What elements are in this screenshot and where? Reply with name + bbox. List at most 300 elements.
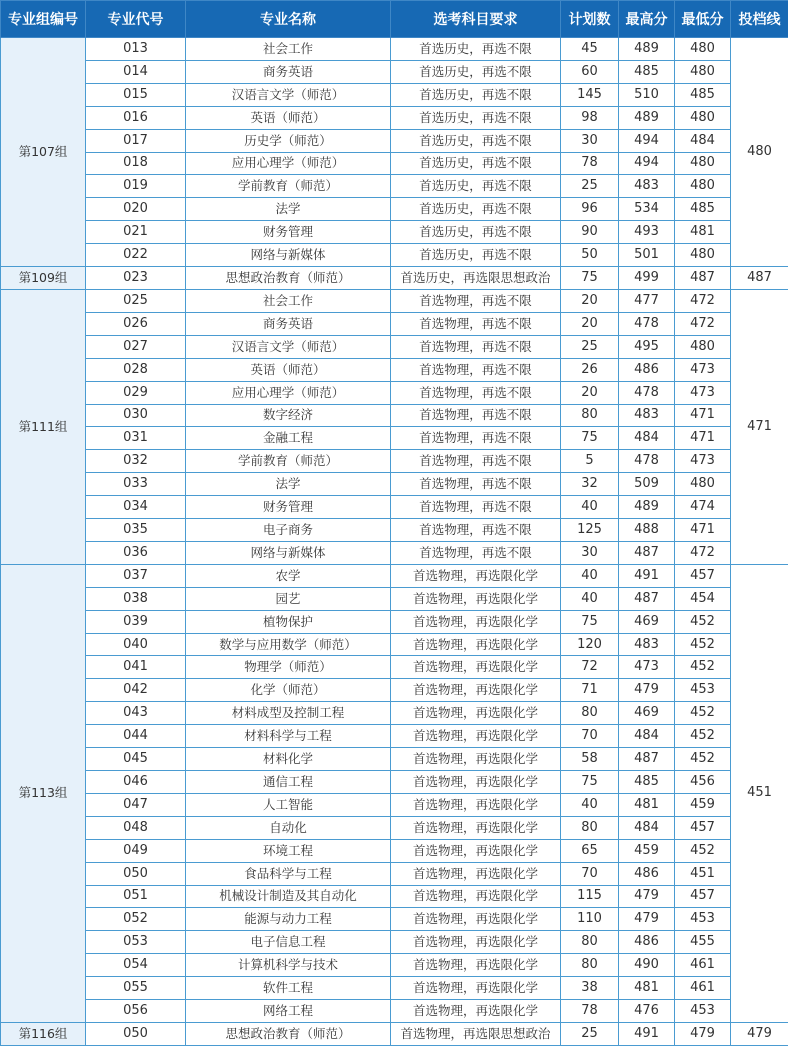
table-row — [1, 427, 788, 450]
table-row — [1, 541, 788, 564]
table-row — [1, 60, 788, 83]
table-row — [1, 977, 788, 1000]
max-score-cell: 469 — [619, 702, 675, 725]
table-row — [1, 358, 788, 381]
plan-count-cell: 80 — [561, 954, 619, 977]
plan-count-cell: 40 — [561, 564, 619, 587]
major-name-cell: 植物保护 — [186, 610, 391, 633]
major-code-cell: 016 — [86, 106, 186, 129]
subject-requirement-cell: 首选物理，再选限化学 — [391, 748, 561, 771]
max-score-cell: 493 — [619, 221, 675, 244]
major-code-cell: 028 — [86, 358, 186, 381]
min-score-cell: 479 — [675, 1022, 731, 1045]
plan-count-cell: 30 — [561, 541, 619, 564]
table-row — [1, 519, 788, 542]
major-code-cell: 025 — [86, 289, 186, 312]
major-name-cell: 软件工程 — [186, 977, 391, 1000]
min-score-cell: 480 — [675, 60, 731, 83]
header-row — [1, 1, 788, 38]
major-code-cell: 020 — [86, 198, 186, 221]
plan-count-cell: 25 — [561, 335, 619, 358]
table-row — [1, 38, 788, 61]
subject-requirement-cell: 首选物理，再选不限 — [391, 404, 561, 427]
plan-count-cell: 75 — [561, 610, 619, 633]
major-name-cell: 人工智能 — [186, 793, 391, 816]
table-row — [1, 450, 788, 473]
max-score-cell: 478 — [619, 381, 675, 404]
max-score-cell: 485 — [619, 771, 675, 794]
major-code-cell: 017 — [86, 129, 186, 152]
major-name-cell: 电子商务 — [186, 519, 391, 542]
header-plan-count: 计划数 — [561, 1, 619, 38]
major-name-cell: 化学（师范） — [186, 679, 391, 702]
major-name-cell: 英语（师范） — [186, 106, 391, 129]
major-name-cell: 金融工程 — [186, 427, 391, 450]
major-code-cell: 050 — [86, 1022, 186, 1045]
max-score-cell: 534 — [619, 198, 675, 221]
major-name-cell: 环境工程 — [186, 839, 391, 862]
major-name-cell: 应用心理学（师范） — [186, 381, 391, 404]
subject-requirement-cell: 首选物理，再选限化学 — [391, 633, 561, 656]
table-row — [1, 473, 788, 496]
plan-count-cell: 40 — [561, 587, 619, 610]
subject-requirement-cell: 首选物理，再选不限 — [391, 427, 561, 450]
max-score-cell: 477 — [619, 289, 675, 312]
cutoff-score-cell: 487 — [731, 267, 788, 290]
min-score-cell: 452 — [675, 633, 731, 656]
major-code-cell: 044 — [86, 725, 186, 748]
max-score-cell: 499 — [619, 267, 675, 290]
major-name-cell: 法学 — [186, 473, 391, 496]
max-score-cell: 489 — [619, 496, 675, 519]
min-score-cell: 452 — [675, 748, 731, 771]
min-score-cell: 453 — [675, 908, 731, 931]
plan-count-cell: 80 — [561, 404, 619, 427]
min-score-cell: 487 — [675, 267, 731, 290]
subject-requirement-cell: 首选历史，再选不限 — [391, 83, 561, 106]
header-major-code: 专业代号 — [86, 1, 186, 38]
major-code-cell: 053 — [86, 931, 186, 954]
major-code-cell: 041 — [86, 656, 186, 679]
plan-count-cell: 20 — [561, 312, 619, 335]
min-score-cell: 481 — [675, 221, 731, 244]
plan-count-cell: 45 — [561, 38, 619, 61]
major-name-cell: 农学 — [186, 564, 391, 587]
subject-requirement-cell: 首选物理，再选限化学 — [391, 816, 561, 839]
major-code-cell: 030 — [86, 404, 186, 427]
plan-count-cell: 40 — [561, 793, 619, 816]
subject-requirement-cell: 首选物理，再选限化学 — [391, 1000, 561, 1023]
plan-count-cell: 90 — [561, 221, 619, 244]
plan-count-cell: 70 — [561, 862, 619, 885]
subject-requirement-cell: 首选历史，再选不限 — [391, 129, 561, 152]
min-score-cell: 480 — [675, 106, 731, 129]
max-score-cell: 490 — [619, 954, 675, 977]
max-score-cell: 479 — [619, 679, 675, 702]
major-name-cell: 学前教育（师范） — [186, 175, 391, 198]
subject-requirement-cell: 首选物理，再选限化学 — [391, 931, 561, 954]
plan-count-cell: 120 — [561, 633, 619, 656]
major-code-cell: 019 — [86, 175, 186, 198]
max-score-cell: 483 — [619, 175, 675, 198]
table-row — [1, 656, 788, 679]
min-score-cell: 484 — [675, 129, 731, 152]
subject-requirement-cell: 首选物理，再选不限 — [391, 450, 561, 473]
min-score-cell: 480 — [675, 175, 731, 198]
table-row — [1, 335, 788, 358]
plan-count-cell: 75 — [561, 771, 619, 794]
subject-requirement-cell: 首选物理，再选限化学 — [391, 885, 561, 908]
max-score-cell: 484 — [619, 427, 675, 450]
major-name-cell: 电子信息工程 — [186, 931, 391, 954]
cutoff-score-cell: 479 — [731, 1022, 788, 1045]
min-score-cell: 452 — [675, 839, 731, 862]
group-id-cell: 第113组 — [1, 564, 86, 1022]
subject-requirement-cell: 首选物理，再选限化学 — [391, 839, 561, 862]
cutoff-score-cell: 480 — [731, 38, 788, 267]
table-row — [1, 725, 788, 748]
table-row — [1, 610, 788, 633]
max-score-cell: 483 — [619, 633, 675, 656]
subject-requirement-cell: 首选物理，再选限化学 — [391, 908, 561, 931]
major-name-cell: 汉语言文学（师范） — [186, 335, 391, 358]
major-name-cell: 能源与动力工程 — [186, 908, 391, 931]
min-score-cell: 473 — [675, 450, 731, 473]
subject-requirement-cell: 首选物理，再选不限 — [391, 519, 561, 542]
major-name-cell: 计算机科学与技术 — [186, 954, 391, 977]
min-score-cell: 452 — [675, 725, 731, 748]
subject-requirement-cell: 首选历史，再选不限 — [391, 38, 561, 61]
min-score-cell: 480 — [675, 473, 731, 496]
table-row — [1, 793, 788, 816]
group-id-cell: 第109组 — [1, 267, 86, 290]
table-row — [1, 381, 788, 404]
subject-requirement-cell: 首选历史，再选限思想政治 — [391, 267, 561, 290]
major-code-cell: 037 — [86, 564, 186, 587]
max-score-cell: 494 — [619, 129, 675, 152]
plan-count-cell: 72 — [561, 656, 619, 679]
table-row — [1, 954, 788, 977]
plan-count-cell: 78 — [561, 1000, 619, 1023]
major-code-cell: 038 — [86, 587, 186, 610]
subject-requirement-cell: 首选历史，再选不限 — [391, 198, 561, 221]
subject-requirement-cell: 首选历史，再选不限 — [391, 244, 561, 267]
min-score-cell: 480 — [675, 244, 731, 267]
min-score-cell: 474 — [675, 496, 731, 519]
major-code-cell: 031 — [86, 427, 186, 450]
table-row — [1, 771, 788, 794]
major-code-cell: 056 — [86, 1000, 186, 1023]
subject-requirement-cell: 首选物理，再选限思想政治 — [391, 1022, 561, 1045]
table-row — [1, 267, 788, 290]
plan-count-cell: 30 — [561, 129, 619, 152]
major-code-cell: 049 — [86, 839, 186, 862]
max-score-cell: 509 — [619, 473, 675, 496]
subject-requirement-cell: 首选物理，再选限化学 — [391, 702, 561, 725]
subject-requirement-cell: 首选物理，再选限化学 — [391, 610, 561, 633]
major-code-cell: 032 — [86, 450, 186, 473]
subject-requirement-cell: 首选物理，再选限化学 — [391, 862, 561, 885]
min-score-cell: 473 — [675, 358, 731, 381]
max-score-cell: 501 — [619, 244, 675, 267]
header-min-score: 最低分 — [675, 1, 731, 38]
major-code-cell: 050 — [86, 862, 186, 885]
major-name-cell: 法学 — [186, 198, 391, 221]
max-score-cell: 481 — [619, 977, 675, 1000]
table-row — [1, 106, 788, 129]
min-score-cell: 452 — [675, 702, 731, 725]
major-code-cell: 023 — [86, 267, 186, 290]
min-score-cell: 471 — [675, 427, 731, 450]
major-name-cell: 商务英语 — [186, 60, 391, 83]
min-score-cell: 471 — [675, 519, 731, 542]
plan-count-cell: 110 — [561, 908, 619, 931]
min-score-cell: 472 — [675, 289, 731, 312]
plan-count-cell: 71 — [561, 679, 619, 702]
max-score-cell: 486 — [619, 931, 675, 954]
major-code-cell: 022 — [86, 244, 186, 267]
subject-requirement-cell: 首选物理，再选限化学 — [391, 656, 561, 679]
major-name-cell: 材料化学 — [186, 748, 391, 771]
group-id-cell: 第116组 — [1, 1022, 86, 1045]
cutoff-score-cell: 471 — [731, 289, 788, 564]
max-score-cell: 491 — [619, 1022, 675, 1045]
plan-count-cell: 70 — [561, 725, 619, 748]
plan-count-cell: 125 — [561, 519, 619, 542]
plan-count-cell: 5 — [561, 450, 619, 473]
max-score-cell: 495 — [619, 335, 675, 358]
max-score-cell: 489 — [619, 106, 675, 129]
cutoff-score-cell: 451 — [731, 564, 788, 1022]
table-row — [1, 908, 788, 931]
max-score-cell: 476 — [619, 1000, 675, 1023]
table-row — [1, 221, 788, 244]
major-code-cell: 026 — [86, 312, 186, 335]
major-name-cell: 社会工作 — [186, 38, 391, 61]
max-score-cell: 478 — [619, 450, 675, 473]
max-score-cell: 486 — [619, 862, 675, 885]
min-score-cell: 480 — [675, 335, 731, 358]
subject-requirement-cell: 首选历史，再选不限 — [391, 106, 561, 129]
major-code-cell: 029 — [86, 381, 186, 404]
major-name-cell: 社会工作 — [186, 289, 391, 312]
plan-count-cell: 78 — [561, 152, 619, 175]
max-score-cell: 481 — [619, 793, 675, 816]
plan-count-cell: 65 — [561, 839, 619, 862]
major-code-cell: 052 — [86, 908, 186, 931]
table-row — [1, 862, 788, 885]
subject-requirement-cell: 首选历史，再选不限 — [391, 152, 561, 175]
min-score-cell: 454 — [675, 587, 731, 610]
min-score-cell: 457 — [675, 564, 731, 587]
plan-count-cell: 32 — [561, 473, 619, 496]
table-row — [1, 931, 788, 954]
major-name-cell: 学前教育（师范） — [186, 450, 391, 473]
min-score-cell: 473 — [675, 381, 731, 404]
major-code-cell: 015 — [86, 83, 186, 106]
min-score-cell: 452 — [675, 610, 731, 633]
max-score-cell: 491 — [619, 564, 675, 587]
subject-requirement-cell: 首选物理，再选限化学 — [391, 679, 561, 702]
major-name-cell: 财务管理 — [186, 221, 391, 244]
min-score-cell: 459 — [675, 793, 731, 816]
max-score-cell: 485 — [619, 60, 675, 83]
major-code-cell: 021 — [86, 221, 186, 244]
max-score-cell: 479 — [619, 885, 675, 908]
group-id-cell: 第111组 — [1, 289, 86, 564]
table-body — [1, 38, 788, 1046]
table-row — [1, 748, 788, 771]
subject-requirement-cell: 首选物理，再选不限 — [391, 496, 561, 519]
major-code-cell: 055 — [86, 977, 186, 1000]
max-score-cell: 488 — [619, 519, 675, 542]
major-name-cell: 物理学（师范） — [186, 656, 391, 679]
plan-count-cell: 75 — [561, 267, 619, 290]
major-code-cell: 054 — [86, 954, 186, 977]
max-score-cell: 487 — [619, 541, 675, 564]
plan-count-cell: 96 — [561, 198, 619, 221]
plan-count-cell: 26 — [561, 358, 619, 381]
table-row — [1, 83, 788, 106]
major-code-cell: 027 — [86, 335, 186, 358]
max-score-cell: 510 — [619, 83, 675, 106]
max-score-cell: 459 — [619, 839, 675, 862]
major-name-cell: 自动化 — [186, 816, 391, 839]
major-name-cell: 历史学（师范） — [186, 129, 391, 152]
major-code-cell: 048 — [86, 816, 186, 839]
max-score-cell: 484 — [619, 725, 675, 748]
major-name-cell: 财务管理 — [186, 496, 391, 519]
subject-requirement-cell: 首选物理，再选限化学 — [391, 725, 561, 748]
major-code-cell: 014 — [86, 60, 186, 83]
major-name-cell: 应用心理学（师范） — [186, 152, 391, 175]
major-code-cell: 018 — [86, 152, 186, 175]
major-name-cell: 商务英语 — [186, 312, 391, 335]
major-code-cell: 039 — [86, 610, 186, 633]
major-code-cell: 043 — [86, 702, 186, 725]
plan-count-cell: 20 — [561, 289, 619, 312]
plan-count-cell: 40 — [561, 496, 619, 519]
table-row — [1, 175, 788, 198]
max-score-cell: 478 — [619, 312, 675, 335]
major-code-cell: 042 — [86, 679, 186, 702]
major-name-cell: 网络与新媒体 — [186, 541, 391, 564]
major-name-cell: 机械设计制造及其自动化 — [186, 885, 391, 908]
table-row — [1, 564, 788, 587]
min-score-cell: 451 — [675, 862, 731, 885]
min-score-cell: 480 — [675, 152, 731, 175]
table-row — [1, 152, 788, 175]
major-name-cell: 汉语言文学（师范） — [186, 83, 391, 106]
min-score-cell: 453 — [675, 1000, 731, 1023]
plan-count-cell: 50 — [561, 244, 619, 267]
major-code-cell: 033 — [86, 473, 186, 496]
major-code-cell: 035 — [86, 519, 186, 542]
max-score-cell: 487 — [619, 748, 675, 771]
major-name-cell: 网络工程 — [186, 1000, 391, 1023]
plan-count-cell: 60 — [561, 60, 619, 83]
major-code-cell: 045 — [86, 748, 186, 771]
min-score-cell: 452 — [675, 656, 731, 679]
major-name-cell: 材料成型及控制工程 — [186, 702, 391, 725]
subject-requirement-cell: 首选历史，再选不限 — [391, 221, 561, 244]
table-row — [1, 587, 788, 610]
table-row — [1, 312, 788, 335]
min-score-cell: 471 — [675, 404, 731, 427]
major-code-cell: 040 — [86, 633, 186, 656]
min-score-cell: 472 — [675, 541, 731, 564]
subject-requirement-cell: 首选物理，再选限化学 — [391, 771, 561, 794]
subject-requirement-cell: 首选物理，再选不限 — [391, 358, 561, 381]
table-row — [1, 289, 788, 312]
table-row — [1, 404, 788, 427]
min-score-cell: 461 — [675, 977, 731, 1000]
subject-requirement-cell: 首选物理，再选限化学 — [391, 793, 561, 816]
min-score-cell: 485 — [675, 83, 731, 106]
max-score-cell: 484 — [619, 816, 675, 839]
plan-count-cell: 98 — [561, 106, 619, 129]
table-row — [1, 198, 788, 221]
plan-count-cell: 80 — [561, 702, 619, 725]
min-score-cell: 453 — [675, 679, 731, 702]
subject-requirement-cell: 首选物理，再选限化学 — [391, 954, 561, 977]
subject-requirement-cell: 首选历史，再选不限 — [391, 175, 561, 198]
header-subject-requirement: 选考科目要求 — [391, 1, 561, 38]
plan-count-cell: 145 — [561, 83, 619, 106]
table-row — [1, 702, 788, 725]
header-group-id: 专业组编号 — [1, 1, 86, 38]
max-score-cell: 469 — [619, 610, 675, 633]
min-score-cell: 472 — [675, 312, 731, 335]
max-score-cell: 489 — [619, 38, 675, 61]
plan-count-cell: 20 — [561, 381, 619, 404]
subject-requirement-cell: 首选物理，再选不限 — [391, 541, 561, 564]
major-code-cell: 036 — [86, 541, 186, 564]
subject-requirement-cell: 首选物理，再选限化学 — [391, 587, 561, 610]
min-score-cell: 485 — [675, 198, 731, 221]
header-max-score: 最高分 — [619, 1, 675, 38]
major-code-cell: 051 — [86, 885, 186, 908]
plan-count-cell: 25 — [561, 1022, 619, 1045]
subject-requirement-cell: 首选物理，再选不限 — [391, 312, 561, 335]
major-name-cell: 数学与应用数学（师范） — [186, 633, 391, 656]
subject-requirement-cell: 首选物理，再选不限 — [391, 381, 561, 404]
major-name-cell: 数字经济 — [186, 404, 391, 427]
max-score-cell: 483 — [619, 404, 675, 427]
table-row — [1, 633, 788, 656]
plan-count-cell: 38 — [561, 977, 619, 1000]
table-row — [1, 839, 788, 862]
table-row — [1, 679, 788, 702]
major-name-cell: 通信工程 — [186, 771, 391, 794]
plan-count-cell: 75 — [561, 427, 619, 450]
plan-count-cell: 58 — [561, 748, 619, 771]
plan-count-cell: 80 — [561, 816, 619, 839]
major-name-cell: 英语（师范） — [186, 358, 391, 381]
table-row — [1, 129, 788, 152]
major-code-cell: 046 — [86, 771, 186, 794]
table-row — [1, 496, 788, 519]
subject-requirement-cell: 首选物理，再选限化学 — [391, 564, 561, 587]
major-code-cell: 034 — [86, 496, 186, 519]
table-row — [1, 1022, 788, 1045]
major-code-cell: 047 — [86, 793, 186, 816]
min-score-cell: 461 — [675, 954, 731, 977]
major-name-cell: 园艺 — [186, 587, 391, 610]
header-cutoff-score: 投档线 — [731, 1, 788, 38]
table-row — [1, 244, 788, 267]
min-score-cell: 455 — [675, 931, 731, 954]
